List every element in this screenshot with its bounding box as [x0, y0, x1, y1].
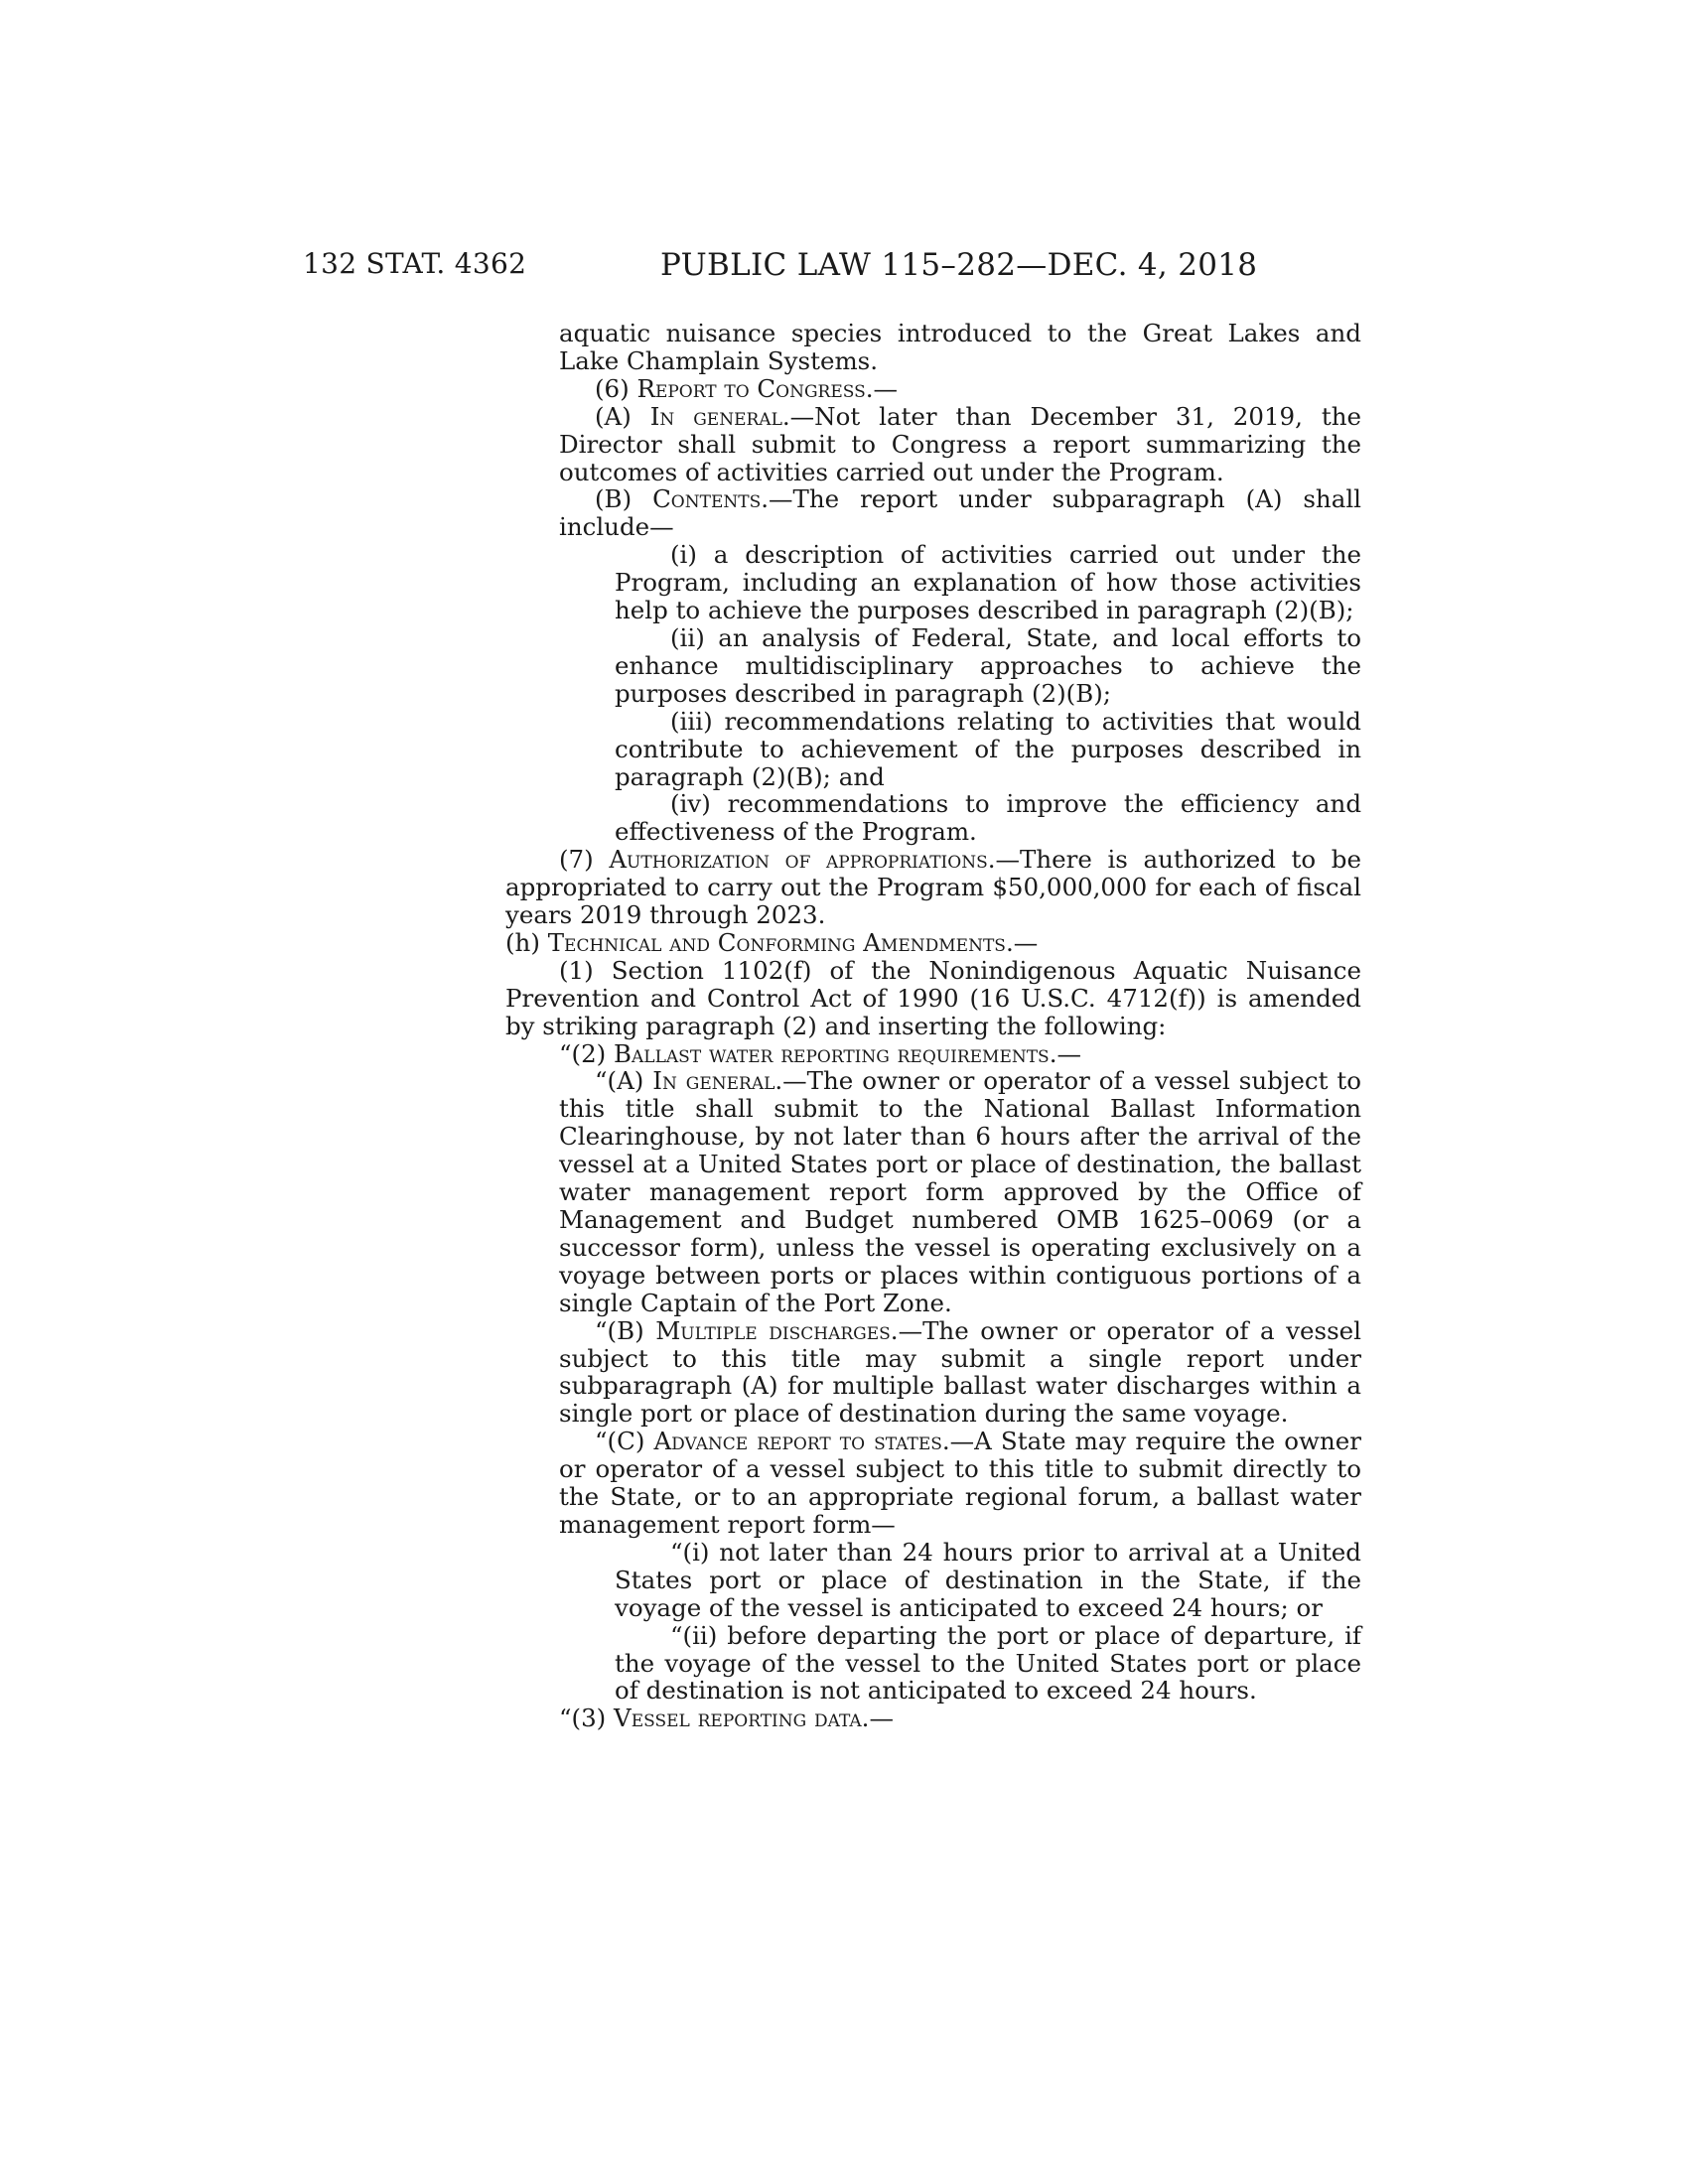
- paragraph-6-heading: (6) Report to Congress.—: [595, 373, 899, 403]
- quoted-clause-ii: “(ii) before departing the port or place of departure, if the voyage of the vessel to the United States port or place of destination is not anticipated to exceed 24 hours.: [615, 1620, 1361, 1706]
- quoted-subparagraph-c: “(C) Advance report to states.—A State may require the owner or operator of a vessel subject to this title to submit directly to the State, or to an appropriate regional forum, a ballast water management report form—: [559, 1427, 1362, 1539]
- statute-page-number: 132 STAT. 4362: [303, 247, 527, 280]
- quoted-subparagraph-a: “(A) In general.—The owner or operator of a vessel subject to this title shall submit to the National Ballast Information Clearinghouse, by not later than 6 hours after the arrival of the vessel at a United States port or place of destination, the ballast water management report form approved by the Office of Management and Budget numbered OMB 1625–0069 (or a successor form), unless the vessel is operating exclusively on a voyage between ports or places within contiguous portions of a single Captain of the Port Zone.: [559, 1066, 1361, 1317]
- clause-ii: (ii) an analysis of Federal, State, and local efforts to enhance multidisciplinary approaches to achieve the purposes described in paragraph (2)(B);: [615, 622, 1361, 708]
- paragraph-7: (7) Authorization of appropriations.—There is authorized to be appropriated to carry out the Program $50,000,000 for each of fiscal years 2019 through 2023.: [505, 845, 1361, 930]
- quoted-clause-i: “(i) not later than 24 hours prior to arrival at a United States port or place of destination in the State, if the voyage of the vessel is anticipated to exceed 24 hours; or: [615, 1537, 1361, 1622]
- page-header: [0, 247, 1688, 287]
- clause-iv: (iv) recommendations to improve the efficiency and effectiveness of the Program.: [615, 789, 1361, 847]
- subparagraph-6a: (A) In general.—Not later than December 31, 2019, the Director shall submit to Congress a report summarizing the outcomes of activities carried out under the Program.: [559, 401, 1361, 486]
- running-title: PUBLIC LAW 115–282—DEC. 4, 2018: [660, 247, 1258, 283]
- subsection-h-paragraph-1: (1) Section 1102(f) of the Nonindigenous Aquatic Nuisance Prevention and Control Act of 1990 (16 U.S.C. 4712(f)) is amended by striking paragraph (2) and inserting the following:: [505, 955, 1361, 1040]
- quoted-subparagraph-b: “(B) Multiple discharges.—The owner or operator of a vessel subject to this title may submit a single report under subparagraph (A) for multiple ballast water discharges within a single port or place of destination during the same voyage.: [559, 1315, 1361, 1429]
- quoted-paragraph-2-heading: “(2) Ballast water reporting requirements.—: [559, 1038, 1082, 1068]
- clause-iii: (iii) recommendations relating to activities that would contribute to achievement of the purposes described in paragraph (2)(B); and: [615, 706, 1361, 791]
- quoted-paragraph-3-heading: “(3) Vessel reporting data.—: [559, 1704, 894, 1733]
- subsection-h-heading: (h) Technical and Conforming Amendments.—: [505, 927, 1039, 957]
- clause-i: (i) a description of activities carried out under the Program, including an explanation of how those activities help to achieve the purposes described in paragraph (2)(B);: [615, 540, 1361, 625]
- document-body: [505, 319, 1362, 1733]
- subparagraph-6b: (B) Contents.—The report under subparagraph (A) shall include—: [559, 484, 1361, 542]
- paragraph-continuation: aquatic nuisance species introduced to the Great Lakes and Lake Champlain Systems.: [559, 319, 1361, 375]
